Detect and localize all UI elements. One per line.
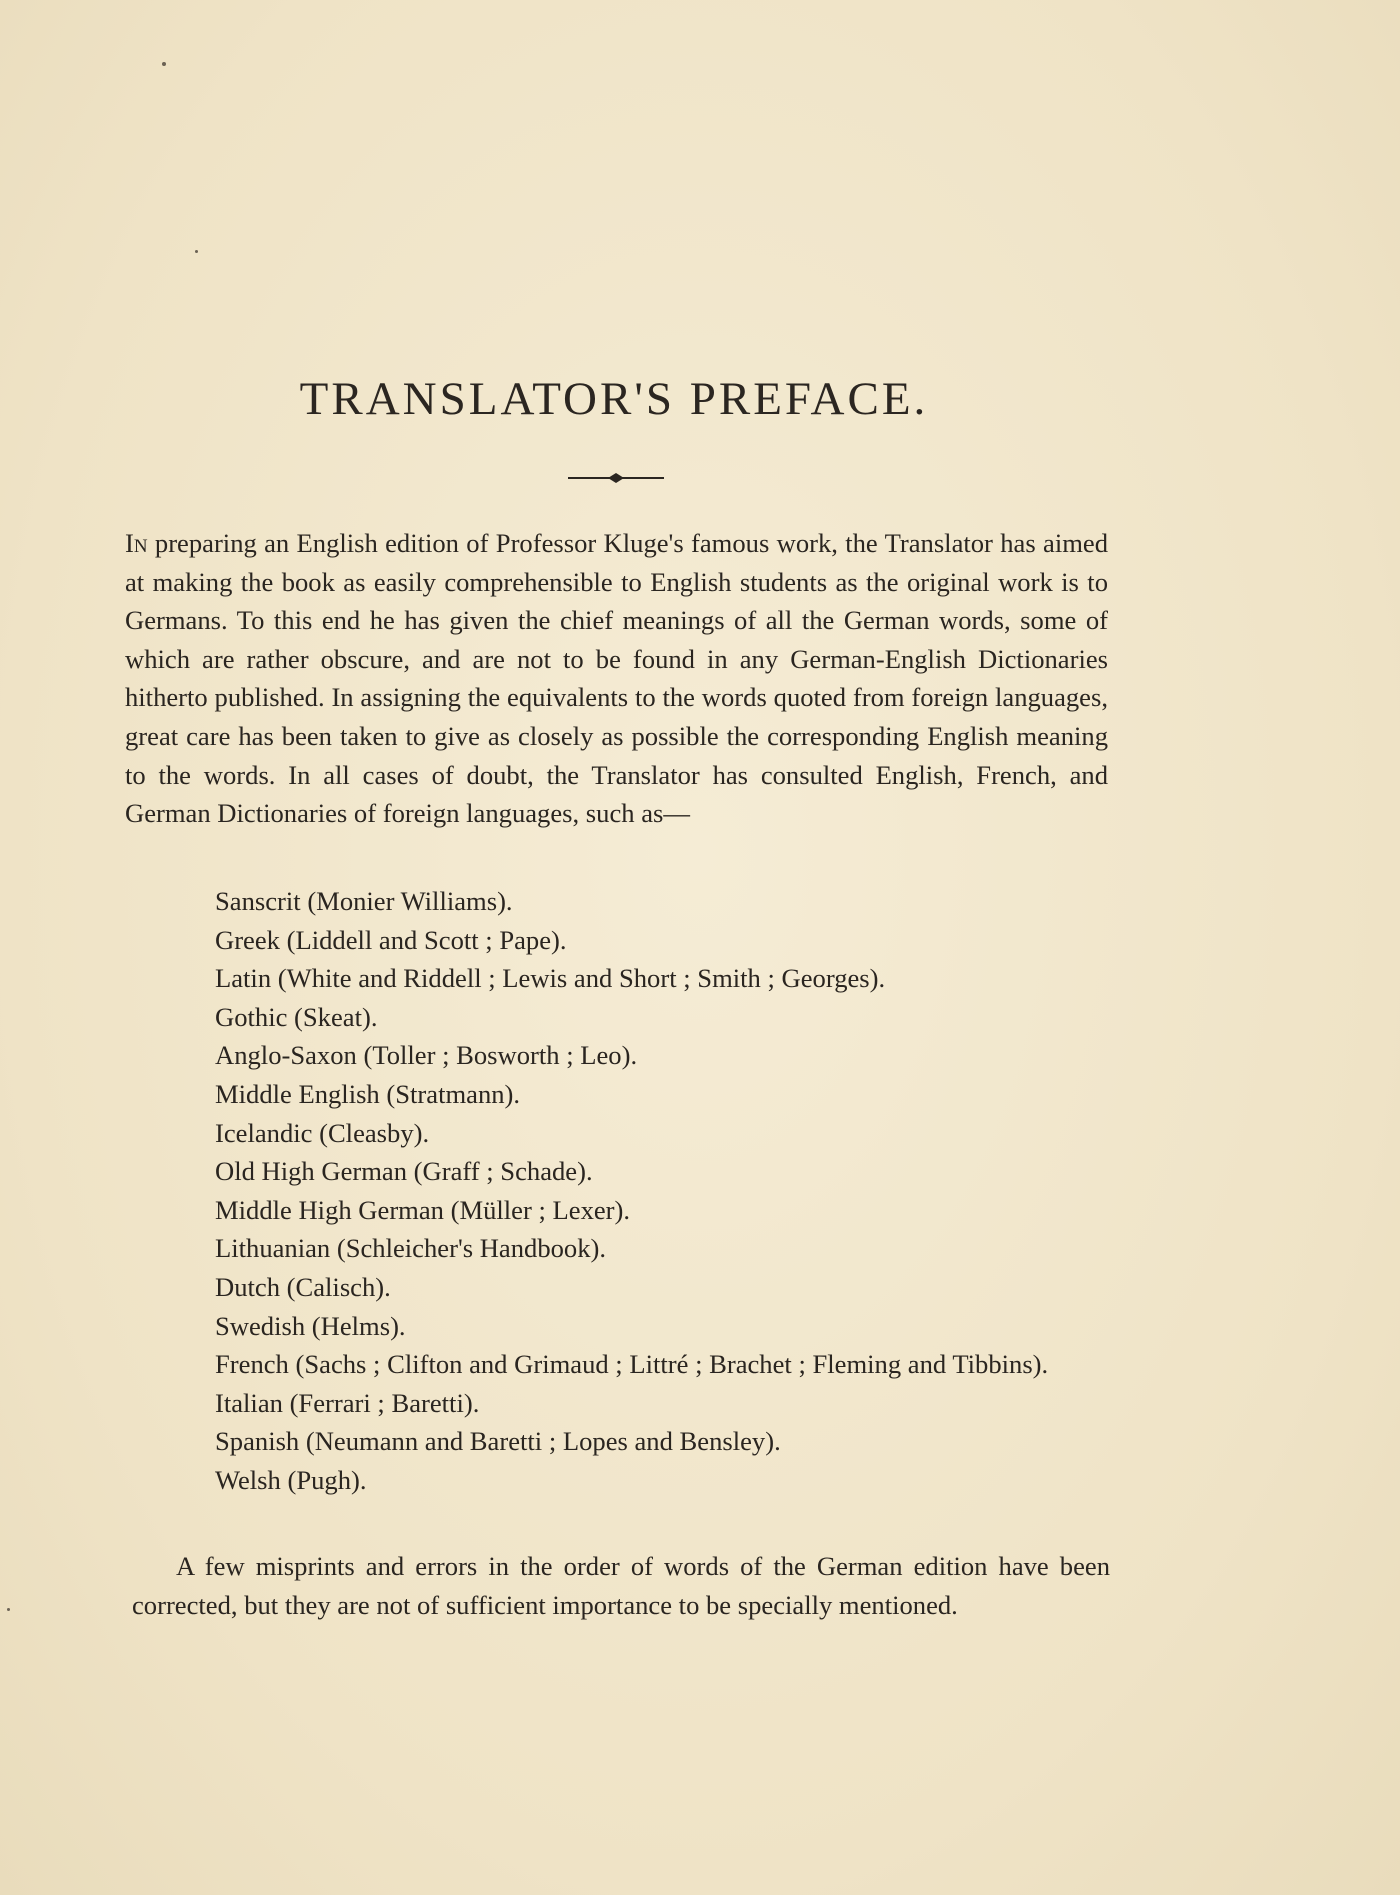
list-item: Middle English (Stratmann).: [215, 1078, 521, 1109]
list-item: Dutch (Calisch).: [215, 1271, 391, 1302]
intro-paragraph: [125, 524, 1108, 833]
list-item: Latin (White and Riddell ; Lewis and Short ; Smith ; Georges).: [215, 963, 886, 994]
intro-lead-word: In: [125, 528, 148, 558]
paper-speck: [195, 250, 198, 253]
list-item: Gothic (Skeat).: [215, 1001, 378, 1032]
list-item: Middle High German (Müller ; Lexer).: [215, 1194, 631, 1225]
list-item: Italian (Ferrari ; Baretti).: [215, 1387, 480, 1418]
intro-text: preparing an English edition of Professor Kluge's famous work, the Translator has aimed at making the book as easily comprehensible to English students as the original work is to Germans. To this end he has given the chief meanings of all the German words, some of which are rather obscure, and are not to be found in any German-English Dictionaries hitherto published. In assigning the equivalents to the words quoted from foreign languages, great care has been taken to give as closely as possible the corresponding English meaning to the words. In all cases of doubt, the Translator has consulted English, French, and German Dictionaries of foreign languages, such as—: [125, 528, 1108, 829]
list-item: Lithuanian (Schleicher's Handbook).: [215, 1233, 607, 1264]
list-item: Sanscrit (Monier Williams).: [215, 886, 513, 916]
paper-speck: [162, 62, 166, 66]
list-item: Greek (Liddell and Scott ; Pape).: [215, 924, 567, 955]
list-item: Welsh (Pugh).: [215, 1464, 367, 1495]
title-ornament: [568, 470, 664, 486]
list-item: Spanish (Neumann and Baretti ; Lopes and Bensley).: [215, 1426, 781, 1457]
paper-speck: [7, 1608, 10, 1611]
list-item: Icelandic (Cleasby).: [215, 1117, 430, 1148]
list-item: French (Sachs ; Clifton and Grimaud ; Littré ; Brachet ; Fleming and Tibbins).: [215, 1349, 1049, 1380]
list-item: Old High German (Graff ; Schade).: [215, 1156, 593, 1187]
dictionary-list: [215, 882, 1115, 1500]
list-item: Anglo-Saxon (Toller ; Bosworth ; Leo).: [215, 1040, 638, 1071]
page-title: TRANSLATOR'S PREFACE.: [299, 373, 929, 425]
list-item: Swedish (Helms).: [215, 1310, 406, 1341]
closing-paragraph: A few misprints and errors in the order of words of the German edition have been corrected, but they are not of sufficient importance to be specially mentioned.: [132, 1551, 1110, 1620]
